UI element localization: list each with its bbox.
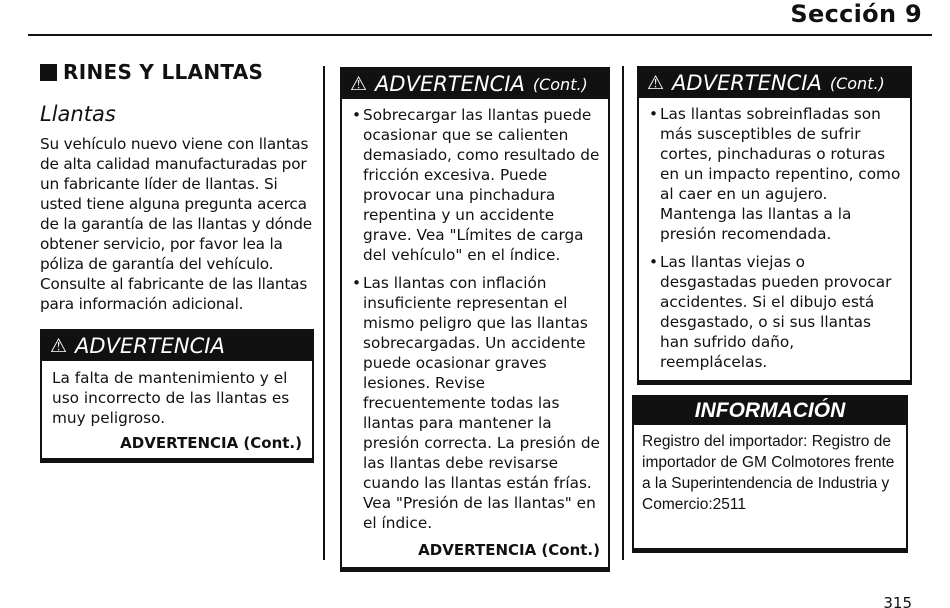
column-1: [40, 60, 315, 314]
section-title: [40, 60, 315, 84]
warning-list-item: • Sobrecargar las llantas puede ocasionar que se calienten demasiado, como resultado de fricción excesiva. Puede provocar una pinchadura repentina y un accidente grave. Vea "Límites de carga del vehículo" en el índice.: [352, 105, 600, 265]
warning-triangle-icon: ⚠: [647, 72, 665, 94]
square-bullet-icon: [40, 64, 57, 81]
warning-list-item: • Las llantas con inflación insuficiente representan el mismo peligro que las llantas sobrecargadas. Un accidente puede ocasionar graves lesiones. Revise frecuentemente todas las llantas para mantener la presión correcta. La presión de las llantas debe revisarse cuando las llantas están frías. Vea "Presión de las llantas" en el índice.: [352, 273, 600, 533]
warning-triangle-icon: ⚠: [50, 335, 68, 357]
section-header: Sección 9: [790, 0, 922, 28]
warning-header: [342, 69, 608, 99]
intro-paragraph: Su vehículo nuevo viene con llantas de alta calidad manufacturadas por un fabricante líder de llantas. Si usted tiene alguna pregunta acerca de la garantía de las llantas y dónde obtener servicio, por favor lea la póliza de garantía del vehículo. Consulte al fabricante de las llantas para información adicional.: [40, 135, 313, 313]
warning-title: ADVERTENCIA: [672, 71, 822, 95]
page-number: 315: [883, 594, 912, 608]
warning-title: ADVERTENCIA: [375, 72, 525, 96]
column-divider-1: [323, 66, 325, 560]
warning-box-2: [340, 67, 610, 572]
warning-header: [42, 331, 312, 361]
warning-title-cont: (Cont.): [829, 73, 885, 93]
warning-title: ADVERTENCIA: [75, 334, 225, 358]
warning-list: [342, 99, 608, 533]
warning-text: La falta de mantenimiento y el uso incorrecto de las llantas es muy peligroso.: [52, 369, 290, 427]
warning-list: [639, 98, 910, 372]
info-title: INFORMACIÓN: [634, 397, 906, 425]
warning-box-1: [40, 329, 314, 463]
column-divider-2: [622, 66, 624, 560]
warning-triangle-icon: ⚠: [350, 73, 368, 95]
info-text: Registro del importador: Registro de importador de GM Colmotores frente a la Superintendencia de Industria y Comercio:2511: [642, 433, 895, 513]
warning-list-item: • Las llantas sobreinfladas son más susceptibles de sufrir cortes, pinchaduras o roturas en un impacto repentino, como al caer en un agujero. Mantenga las llantas a la presión recomendada.: [649, 104, 902, 244]
warning-list-item: • Las llantas viejas o desgastadas pueden provocar accidentes. Si el dibujo está desgastado, o si sus llantas han sufrido daño, reemplácelas.: [649, 252, 902, 372]
warning-continued-label: ADVERTENCIA (Cont.): [418, 541, 600, 559]
warning-box-3: [637, 66, 912, 385]
warning-title-cont: (Cont.): [532, 74, 588, 94]
header-rule: [28, 34, 932, 36]
info-box: [632, 395, 908, 553]
warning-header: [639, 68, 910, 98]
section-title-text: RINES Y LLANTAS: [63, 60, 264, 84]
warning-continued-label: ADVERTENCIA (Cont.): [120, 434, 302, 452]
subsection-title: Llantas: [40, 102, 116, 126]
